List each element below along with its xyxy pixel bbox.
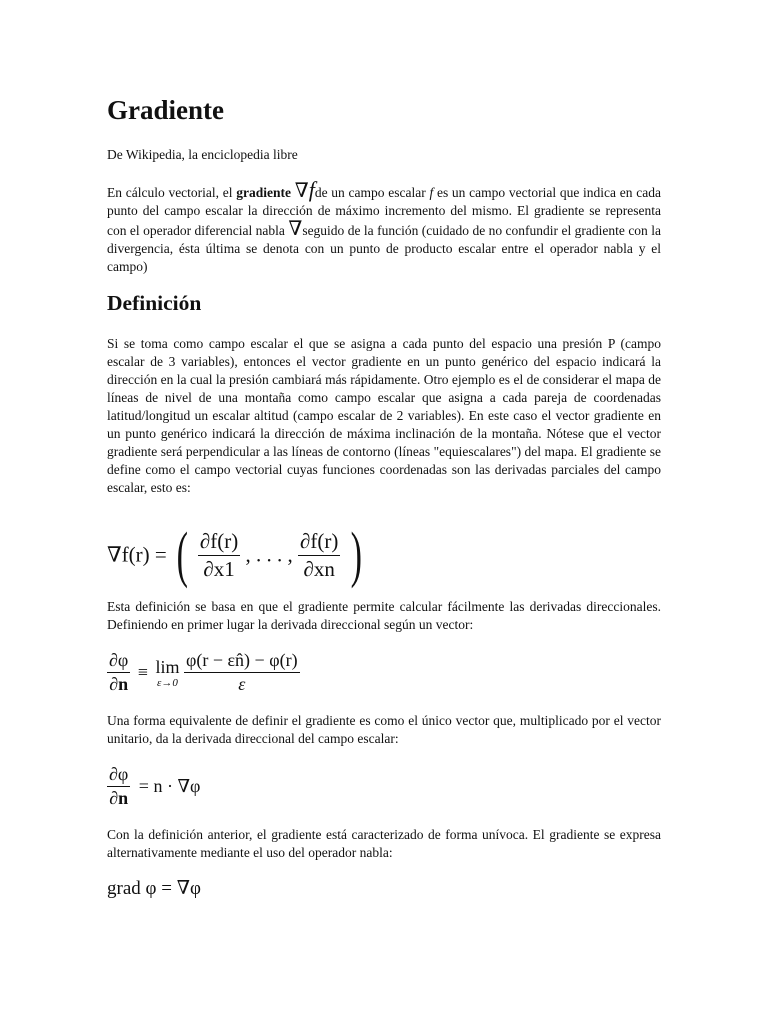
intro-f-variable: f: [429, 185, 434, 200]
formula2-lhs-den: ∂n: [109, 674, 129, 694]
definition-paragraph-1: Si se toma como campo escalar el que se asigna a cada punto del espacio una presión P (campo escalar de 3 variables), entonces el vector gradiente en un punto genérico del espacio indicará la dirección en la cual la presión cambiará más rápidamente. Otro ejemplo es el de considerar el mapa de líneas de nivel de una montaña como campo escalar que asigna a cada pareja de coordenadas latitud/longitud un escalar altitud (campo escalar de 2 variables). En este caso el vector gradiente en un punto genérico indicará la dirección de máxima inclinación de la montaña. Nótese que el vector gradiente será perpendicular a las líneas de contorno (líneas "equiescalares") del mapa. El gradiente se define como el campo vectorial cuyas funciones coordenadas son las derivadas parciales del campo escalar, esto es:: [107, 336, 661, 495]
formula1-dots: , . . . ,: [245, 542, 293, 567]
intro-text-3: es un campo vectorial que indica en cada punto del campo escalar la dirección de máximo incremento del mismo. El gradiente se representa con el operador diferencial nabla: [107, 185, 661, 238]
gradient-dot-product-formula: [107, 764, 200, 809]
formula1-right-paren: ): [350, 521, 362, 589]
formula1-lhs: ∇f(r) =: [107, 542, 167, 567]
formula2-rhs-den: ε: [238, 674, 246, 694]
formula1-fraction-1: [198, 529, 240, 582]
formula3-rhs: = n · ∇φ: [138, 776, 201, 796]
formula1-fraction-2: [298, 529, 340, 582]
formula2-lim: lim: [155, 656, 180, 677]
formula1-num2: ∂f(r): [298, 529, 340, 556]
formula1-num1: ∂f(r): [198, 529, 240, 556]
page-subtitle: De Wikipedia, la enciclopedia libre: [107, 147, 298, 162]
intro-paragraph: [107, 177, 661, 276]
formula3-lhs-num: ∂φ: [107, 764, 130, 787]
formula2-lim-sub: ε→0: [157, 676, 178, 689]
formula3-lhs-den: ∂n: [109, 788, 129, 808]
intro-text-2: de un campo escalar: [314, 185, 430, 200]
formula3-lhs-fraction: [107, 764, 130, 809]
formula2-rhs-fraction: [184, 650, 300, 695]
nabla-operator-symbol: ∇: [288, 218, 303, 240]
intro-bold-term: gradiente: [236, 185, 291, 200]
formula1-den2: ∂xn: [303, 556, 335, 581]
section-heading-definicion: Definición: [107, 291, 202, 315]
formula2-limit: [155, 657, 179, 689]
formula2-equiv: ≡: [137, 662, 148, 682]
directional-derivative-formula: [107, 650, 300, 695]
intro-text-1: En cálculo vectorial, el: [107, 185, 237, 200]
definition-paragraph-2: Esta definición se basa en que el gradiente permite calcular fácilmente las derivadas direccionales. Definiendo en primer lugar la derivada direccional según un vector:: [107, 599, 661, 632]
formula1-den1: ∂x1: [203, 556, 235, 581]
definition-paragraph-4: Con la definición anterior, el gradiente está caracterizado de forma unívoca. El gradiente se expresa alternativamente mediante el uso del operador nabla:: [107, 827, 661, 860]
nabla-symbol: ∇f: [294, 177, 315, 202]
grad-nabla-formula: grad φ = ∇φ: [107, 878, 201, 899]
definition-paragraph-3: Una forma equivalente de definir el gradiente es como el único vector que, multiplicado por el vector unitario, da la derivada direccional del campo escalar:: [107, 713, 661, 746]
gradient-definition-formula: [107, 521, 366, 589]
formula1-left-paren: (: [176, 521, 188, 589]
formula2-lhs-fraction: [107, 650, 130, 695]
formula2-rhs-num: φ(r − εn̂) − φ(r): [184, 650, 300, 673]
formula2-lhs-num: ∂φ: [107, 650, 130, 673]
intro-text-4: seguido de la función (cuidado de no confundir el gradiente con la divergencia, ésta última se denota con un punto de producto escalar entre el operador nabla y el campo): [107, 223, 661, 274]
page-title: Gradiente: [107, 95, 224, 125]
